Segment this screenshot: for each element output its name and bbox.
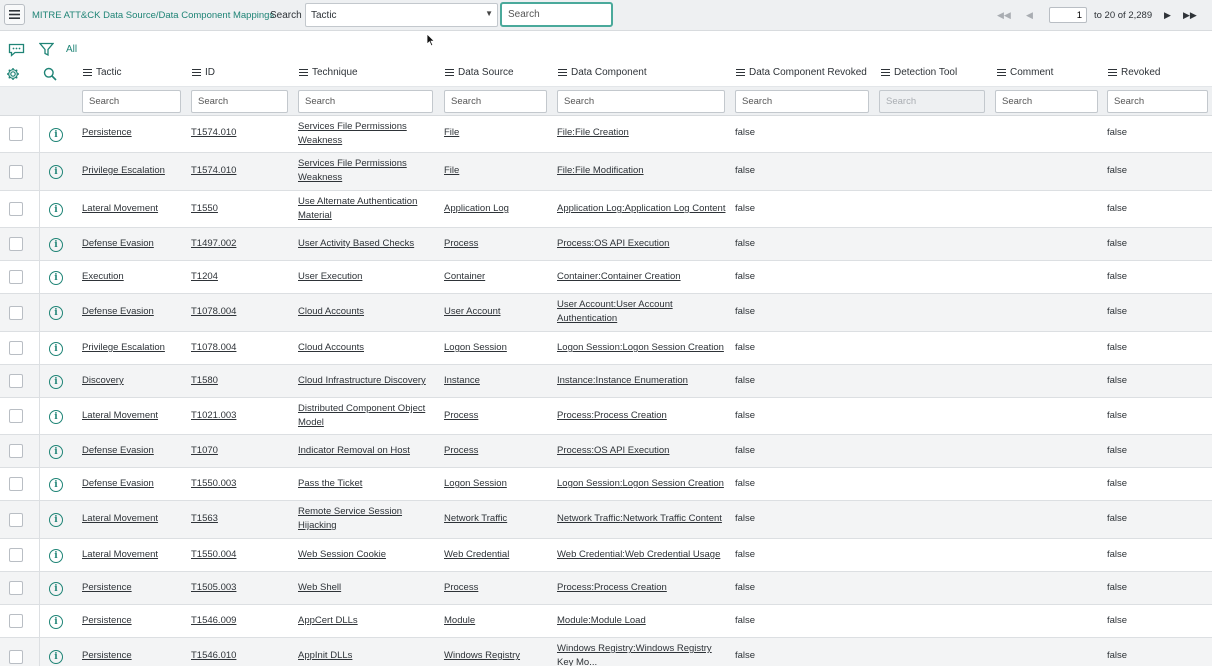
table-row <box>0 539 1212 572</box>
row-separator <box>39 398 40 434</box>
technique-link[interactable]: Cloud Accounts <box>298 306 365 317</box>
data-component-revoked-value: false <box>735 342 756 353</box>
technique-link[interactable]: User Activity Based Checks <box>298 238 415 249</box>
revoked-value: false <box>1107 165 1128 176</box>
tactic-link[interactable]: Persistence <box>82 127 132 138</box>
revoked-value: false <box>1107 127 1128 138</box>
revoked-value: false <box>1107 615 1128 626</box>
column-menu-icon[interactable] <box>192 67 201 78</box>
row-separator <box>39 153 40 190</box>
info-circle-icon[interactable]: i <box>49 128 63 142</box>
row-checkbox[interactable] <box>9 237 23 251</box>
revoked-value: false <box>1107 445 1128 456</box>
id-link[interactable]: T1546.010 <box>191 650 237 661</box>
next-page-icon[interactable]: ▶ <box>1164 10 1171 20</box>
table-row <box>0 638 1212 666</box>
column-header-label: Detection Tool <box>894 67 958 78</box>
data-source-link[interactable]: Process <box>444 582 479 593</box>
row-separator <box>39 435 40 467</box>
data-component-link[interactable]: Logon Session:Logon Session Creation <box>557 342 724 353</box>
revoked-value: false <box>1107 306 1128 317</box>
search-field-select[interactable] <box>305 3 498 27</box>
table-row <box>0 191 1212 228</box>
row-separator <box>39 539 40 571</box>
id-link[interactable]: T1550 <box>191 203 218 214</box>
id-link[interactable]: T1580 <box>191 375 218 386</box>
row-checkbox[interactable] <box>9 614 23 628</box>
id-link[interactable]: T1078.004 <box>191 342 237 353</box>
tactic-link[interactable]: Defense Evasion <box>82 478 154 489</box>
tactic-link[interactable]: Persistence <box>82 650 132 661</box>
column-header-label: Tactic <box>96 67 122 78</box>
table-row <box>0 435 1212 468</box>
column-header-detection-tool[interactable] <box>881 67 957 78</box>
data-component-link[interactable]: Process:Process Creation <box>557 582 667 593</box>
info-circle-icon[interactable]: i <box>49 375 63 389</box>
data-source-link[interactable]: File <box>444 165 460 176</box>
search-field-value: Tactic <box>311 10 337 21</box>
revoked-value: false <box>1107 203 1128 214</box>
info-circle-icon[interactable]: i <box>49 615 63 629</box>
id-link[interactable]: T1070 <box>191 445 218 456</box>
table-row <box>0 501 1212 539</box>
technique-link[interactable]: Services File Permissions Weakness <box>298 121 407 146</box>
technique-link[interactable]: Cloud Accounts <box>298 342 365 353</box>
info-circle-icon[interactable]: i <box>49 410 63 424</box>
table-row <box>0 605 1212 638</box>
column-header-label: Revoked <box>1121 67 1161 78</box>
technique-link[interactable]: Remote Service Session Hijacking <box>298 506 403 531</box>
technique-link[interactable]: Web Shell <box>298 582 342 593</box>
row-separator <box>39 501 40 538</box>
column-search-row <box>0 86 1212 116</box>
mouse-cursor-icon <box>426 33 436 47</box>
funnel-icon[interactable] <box>39 42 54 57</box>
id-link[interactable]: T1563 <box>191 513 218 524</box>
column-menu-icon[interactable] <box>997 67 1006 78</box>
id-link[interactable]: T1078.004 <box>191 306 237 317</box>
column-menu-icon[interactable] <box>445 67 454 78</box>
id-link[interactable]: T1550.004 <box>191 549 237 560</box>
data-component-search-input[interactable] <box>557 90 725 113</box>
data-component-link[interactable]: Windows Registry:Windows Registry Key Mo... <box>557 643 712 666</box>
info-circle-icon[interactable]: i <box>49 582 63 596</box>
tactic-link[interactable]: Privilege Escalation <box>82 342 165 353</box>
detection-tool-search-input <box>879 90 985 113</box>
row-checkbox[interactable] <box>9 202 23 216</box>
data-component-revoked-value: false <box>735 615 756 626</box>
column-header-technique[interactable] <box>299 67 358 78</box>
row-separator <box>39 332 40 364</box>
data-component-link[interactable]: User Account:User Account Authentication <box>557 299 673 324</box>
prev-page-icon[interactable]: ◀ <box>1026 10 1033 20</box>
data-source-link[interactable]: Web Credential <box>444 549 510 560</box>
row-checkbox[interactable] <box>9 341 23 355</box>
revoked-value: false <box>1107 650 1128 661</box>
data-component-revoked-value: false <box>735 478 756 489</box>
info-circle-icon[interactable]: i <box>49 478 63 492</box>
revoked-search-input[interactable] <box>1107 90 1208 113</box>
data-source-link[interactable]: Module <box>444 615 476 626</box>
data-component-link[interactable]: Application Log:Application Log Content <box>557 203 726 214</box>
row-separator <box>39 638 40 666</box>
info-circle-icon[interactable]: i <box>49 650 63 664</box>
column-header-label: Comment <box>1010 67 1054 78</box>
row-separator <box>39 572 40 604</box>
data-source-link[interactable]: Logon Session <box>444 342 507 353</box>
data-component-revoked-value: false <box>735 203 756 214</box>
row-checkbox[interactable] <box>9 270 23 284</box>
column-menu-icon[interactable] <box>299 67 308 78</box>
data-component-link[interactable]: Instance:Instance Enumeration <box>557 375 688 386</box>
data-component-revoked-value: false <box>735 549 756 560</box>
row-checkbox[interactable] <box>9 409 23 423</box>
technique-link[interactable]: Cloud Infrastructure Discovery <box>298 375 426 386</box>
info-circle-icon[interactable]: i <box>49 549 63 563</box>
data-component-revoked-value: false <box>735 650 756 661</box>
tactic-link[interactable]: Execution <box>82 271 124 282</box>
id-link[interactable]: T1546.009 <box>191 615 237 626</box>
data-source-link[interactable]: Process <box>444 238 479 249</box>
row-checkbox[interactable] <box>9 306 23 320</box>
tactic-search-input[interactable] <box>82 90 181 113</box>
data-component-link[interactable]: File:File Creation <box>557 127 629 138</box>
last-page-icon[interactable]: ▶▶ <box>1183 10 1197 20</box>
revoked-value: false <box>1107 478 1128 489</box>
data-component-revoked-value: false <box>735 375 756 386</box>
table-row <box>0 468 1212 501</box>
row-separator <box>39 365 40 397</box>
data-source-link[interactable]: Logon Session <box>444 478 507 489</box>
data-source-link[interactable]: Process <box>444 445 479 456</box>
tactic-link[interactable]: Defense Evasion <box>82 238 154 249</box>
row-separator <box>39 191 40 227</box>
tactic-link[interactable]: Discovery <box>82 375 124 386</box>
revoked-value: false <box>1107 549 1128 560</box>
column-menu-icon[interactable] <box>881 67 890 78</box>
data-component-link[interactable]: Web Credential:Web Credential Usage <box>557 549 721 560</box>
row-checkbox[interactable] <box>9 127 23 141</box>
technique-link[interactable]: AppInit DLLs <box>298 650 353 661</box>
data-source-link[interactable]: Container <box>444 271 486 282</box>
column-menu-icon[interactable] <box>1108 67 1117 78</box>
id-link[interactable]: T1204 <box>191 271 218 282</box>
search-label: Search <box>270 10 302 21</box>
page-title[interactable]: MITRE ATT&CK Data Source/Data Component Mappings <box>32 10 275 21</box>
data-source-link[interactable]: User Account <box>444 306 501 317</box>
info-circle-icon[interactable]: i <box>49 238 63 252</box>
row-checkbox[interactable] <box>9 513 23 527</box>
technique-link[interactable]: Use Alternate Authentication Material <box>298 196 418 221</box>
row-separator <box>39 605 40 637</box>
id-link[interactable]: T1574.010 <box>191 165 237 176</box>
revoked-value: false <box>1107 238 1128 249</box>
data-source-link[interactable]: Process <box>444 410 479 421</box>
column-header-data-component[interactable] <box>558 67 647 78</box>
search-input[interactable] <box>500 2 613 27</box>
row-checkbox[interactable] <box>9 581 23 595</box>
row-separator <box>39 116 40 152</box>
column-header-label: Data Component Revoked <box>749 67 867 78</box>
top-bar <box>0 0 1212 31</box>
data-source-link[interactable]: Instance <box>444 375 480 386</box>
info-circle-icon[interactable]: i <box>49 203 63 217</box>
data-source-link[interactable]: Windows Registry <box>444 650 521 661</box>
tactic-link[interactable]: Lateral Movement <box>82 549 159 560</box>
data-component-revoked-value: false <box>735 165 756 176</box>
first-page-icon[interactable]: ◀◀ <box>997 10 1011 20</box>
table-row <box>0 365 1212 398</box>
row-separator <box>39 468 40 500</box>
tactic-link[interactable]: Defense Evasion <box>82 445 154 456</box>
tactic-link[interactable]: Lateral Movement <box>82 513 159 524</box>
column-header-comment[interactable] <box>997 67 1053 78</box>
column-header-label: Technique <box>312 67 358 78</box>
id-link[interactable]: T1497.002 <box>191 238 237 249</box>
row-checkbox[interactable] <box>9 477 23 491</box>
column-header-label: Data Component <box>571 67 647 78</box>
row-checkbox[interactable] <box>9 444 23 458</box>
data-component-revoked-search-input[interactable] <box>735 90 869 113</box>
tactic-link[interactable]: Persistence <box>82 615 132 626</box>
info-circle-icon[interactable]: i <box>49 445 63 459</box>
column-header-data-source[interactable] <box>445 67 514 78</box>
data-source-search-input[interactable] <box>444 90 547 113</box>
technique-link[interactable]: Pass the Ticket <box>298 478 363 489</box>
revoked-value: false <box>1107 582 1128 593</box>
comment-bubble-icon[interactable] <box>8 43 25 57</box>
table-row <box>0 332 1212 365</box>
column-header-revoked[interactable] <box>1108 67 1160 78</box>
column-menu-icon[interactable] <box>558 67 567 78</box>
filter-all-link[interactable]: All <box>66 44 78 55</box>
row-checkbox[interactable] <box>9 548 23 562</box>
data-component-revoked-value: false <box>735 306 756 317</box>
row-separator <box>39 294 40 331</box>
data-source-link[interactable]: Network Traffic <box>444 513 508 524</box>
table-row <box>0 294 1212 332</box>
tactic-link[interactable]: Defense Evasion <box>82 306 154 317</box>
data-component-revoked-value: false <box>735 582 756 593</box>
revoked-value: false <box>1107 375 1128 386</box>
magnifier-icon[interactable] <box>43 67 57 81</box>
column-header-label: Data Source <box>458 67 514 78</box>
data-component-link[interactable]: Process:OS API Execution <box>557 238 670 249</box>
table-row <box>0 153 1212 191</box>
id-link[interactable]: T1505.003 <box>191 582 237 593</box>
row-checkbox[interactable] <box>9 374 23 388</box>
data-component-link[interactable]: Process:Process Creation <box>557 410 667 421</box>
revoked-value: false <box>1107 513 1128 524</box>
revoked-value: false <box>1107 342 1128 353</box>
data-component-revoked-value: false <box>735 238 756 249</box>
row-separator <box>39 261 40 293</box>
revoked-value: false <box>1107 410 1128 421</box>
row-checkbox[interactable] <box>9 165 23 179</box>
data-component-link[interactable]: Container:Container Creation <box>557 271 681 282</box>
id-search-input[interactable] <box>191 90 288 113</box>
page-number-input[interactable] <box>1049 7 1087 23</box>
gear-icon[interactable] <box>6 67 20 81</box>
data-component-revoked-value: false <box>735 513 756 524</box>
tactic-link[interactable]: Lateral Movement <box>82 410 159 421</box>
page-total: to 20 of 2,289 <box>1094 10 1153 21</box>
info-circle-icon[interactable]: i <box>49 513 63 527</box>
column-menu-icon[interactable] <box>83 67 92 78</box>
data-component-link[interactable]: Network Traffic:Network Traffic Content <box>557 513 722 524</box>
data-source-link[interactable]: Application Log <box>444 203 509 214</box>
id-link[interactable]: T1021.003 <box>191 410 237 421</box>
id-link[interactable]: T1574.010 <box>191 127 237 138</box>
table-row <box>0 116 1212 153</box>
column-header-label: ID <box>205 67 215 78</box>
technique-link[interactable]: Services File Permissions Weakness <box>298 158 407 183</box>
revoked-value: false <box>1107 271 1128 282</box>
table-row <box>0 572 1212 605</box>
info-circle-icon[interactable]: i <box>49 342 63 356</box>
technique-link[interactable]: AppCert DLLs <box>298 615 358 626</box>
data-component-revoked-value: false <box>735 271 756 282</box>
tactic-link[interactable]: Persistence <box>82 582 132 593</box>
id-link[interactable]: T1550.003 <box>191 478 237 489</box>
technique-search-input[interactable] <box>298 90 433 113</box>
info-circle-icon[interactable]: i <box>49 165 63 179</box>
technique-link[interactable]: Web Session Cookie <box>298 549 387 560</box>
data-component-link[interactable]: Module:Module Load <box>557 615 646 626</box>
data-component-link[interactable]: Logon Session:Logon Session Creation <box>557 478 724 489</box>
column-menu-icon[interactable] <box>736 67 745 78</box>
row-checkbox[interactable] <box>9 650 23 664</box>
data-component-revoked-value: false <box>735 127 756 138</box>
table-row <box>0 398 1212 435</box>
table-row <box>0 228 1212 261</box>
hamburger-icon <box>9 10 20 19</box>
data-component-revoked-value: false <box>735 445 756 456</box>
info-circle-icon[interactable]: i <box>49 306 63 320</box>
technique-link[interactable]: User Execution <box>298 271 363 282</box>
tactic-link[interactable]: Lateral Movement <box>82 203 159 214</box>
info-circle-icon[interactable]: i <box>49 271 63 285</box>
column-header-id[interactable] <box>192 67 215 78</box>
data-component-revoked-value: false <box>735 410 756 421</box>
menu-button[interactable] <box>4 4 25 25</box>
data-component-link[interactable]: Process:OS API Execution <box>557 445 670 456</box>
technique-link[interactable]: Indicator Removal on Host <box>298 445 410 456</box>
column-header-data-component-revoked[interactable] <box>736 67 867 78</box>
column-header-tactic[interactable] <box>83 67 122 78</box>
technique-link[interactable]: Distributed Component Object Model <box>298 403 426 428</box>
data-source-link[interactable]: File <box>444 127 460 138</box>
data-component-link[interactable]: File:File Modification <box>557 165 644 176</box>
chevron-down-icon: ▼ <box>485 9 493 18</box>
tactic-link[interactable]: Privilege Escalation <box>82 165 165 176</box>
row-separator <box>39 228 40 260</box>
comment-search-input[interactable] <box>995 90 1098 113</box>
table-row <box>0 261 1212 294</box>
